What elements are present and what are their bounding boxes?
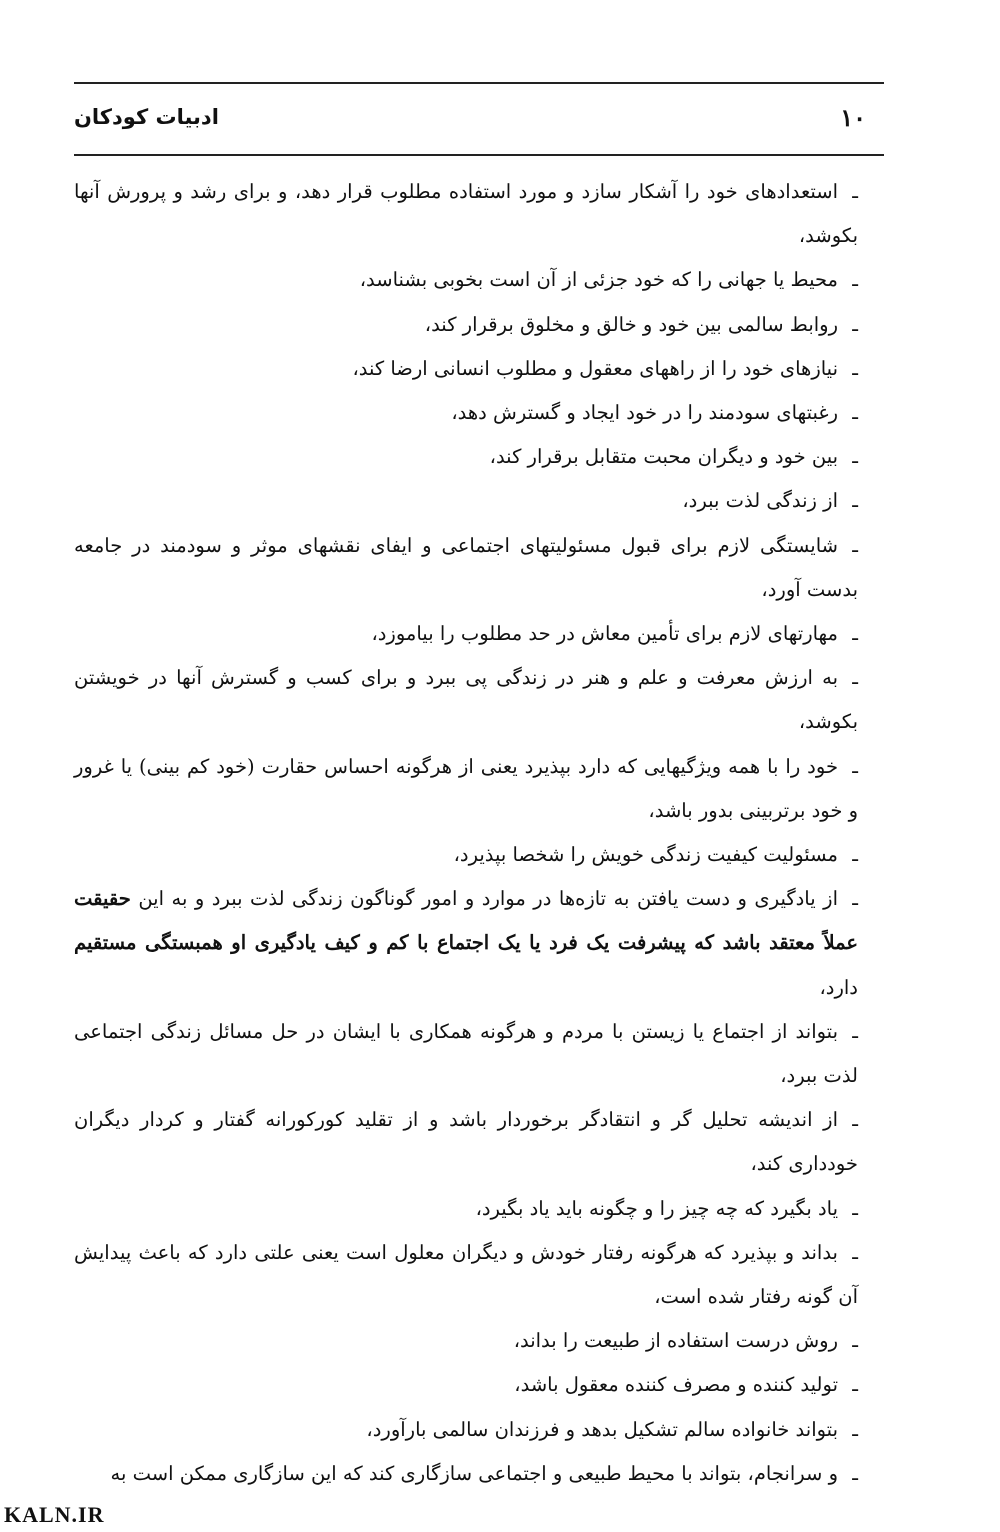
item-text: محیط یا جهانی را که خود جزئی از آن است بخوبی بشناسد، [359,268,838,292]
dash-bullet: ـ [852,843,858,867]
list-item [74,170,884,258]
list-item [74,1098,884,1186]
item-text: استعدادهای خود را آشکار سازد و مورد استفاده مطلوب قرار دهد، و برای رشد و پرورش آنها بکوشد، [74,180,858,248]
item-bold-text: حقیقت عملاً معتقد باشد که پیشرفت یک فرد یا یک اجتماع با کم و کیف یادگیری او همبستگی مستقیم [74,887,858,955]
list-item [74,435,884,479]
dash-bullet: ـ [852,312,858,336]
list-item [74,1408,884,1452]
dash-bullet: ـ [852,622,858,646]
item-text: نیازهای خود را از راههای معقول و مطلوب انسانی ارضا کند، [352,356,838,380]
item-text: رغبتهای سودمند را در خود ایجاد و گسترش دهد، [451,401,838,425]
item-text: و سرانجام، بتواند با محیط طبیعی و اجتماعی سازگاری کند که این سازگاری ممکن است به [110,1461,838,1485]
list-item [74,1363,884,1407]
dash-bullet: ـ [852,666,858,690]
dash-bullet: ـ [852,1373,858,1397]
running-head [74,103,884,139]
dash-bullet: ـ [852,887,858,911]
dash-bullet: ـ [852,268,858,292]
list-item [74,612,884,656]
item-text: مسئولیت کیفیت زندگی خویش را شخصا بپذیرد، [453,843,838,867]
list-item [74,258,884,302]
item-text: از زندگی لذت ببرد، [682,489,838,513]
list-item [74,877,884,1010]
dash-bullet: ـ [852,356,858,380]
item-text: خود را با همه ویژگیهایی که دارد بپذیرد یعنی از هرگونه احساس حقارت (خود کم بینی) یا غرور و خود برتربینی بدور باشد، [74,754,858,822]
list-item [74,479,884,523]
item-text: بین خود و دیگران محبت متقابل برقرار کند، [489,445,838,469]
book-title: ادبیات کودکان [74,105,219,129]
item-text: روش درست استفاده از طبیعت را بداند، [513,1329,838,1353]
item-text: بداند و بپذیرد که هرگونه رفتار خودش و دیگران معلول است یعنی علتی دارد که باعث پیدایش آن گونه رفتار شده است، [74,1240,858,1309]
item-tail-text: دارد، [819,975,858,999]
dash-bullet: ـ [852,401,858,425]
list-item [74,391,884,435]
page-number: ۱۰ [840,103,866,132]
dash-bullet: ـ [852,533,858,557]
item-text: یاد بگیرد که چه چیز را و چگونه باید یاد بگیرد، [475,1196,838,1220]
list-item [74,1010,884,1098]
list-item [74,1319,884,1363]
list-item [74,524,884,612]
list-item [74,347,884,391]
list-item [74,1187,884,1231]
list-item [74,303,884,347]
dash-bullet: ـ [852,180,858,203]
list-item [74,656,884,744]
dash-bullet: ـ [852,1417,858,1441]
dash-bullet: ـ [852,1461,858,1485]
dash-bullet: ـ [852,1019,858,1043]
dash-bullet: ـ [852,489,858,513]
item-text: از یادگیری و دست یافتن به تازه‌ها در موارد و امور گوناگون زندگی لذت ببرد و به این [130,887,838,911]
list-item [74,1231,884,1319]
item-text: روابط سالمی بین خود و خالق و مخلوق برقرار کند، [424,312,838,336]
item-text: بتواند از اجتماع یا زیستن با مردم و هرگونه همکاری با ایشان در حل مسائل زندگی اجتماعی لذت ببرد، [74,1019,858,1088]
list-item [74,833,884,877]
item-text: بتواند خانواده سالم تشکیل بدهد و فرزندان سالمی بارآورد، [366,1417,838,1441]
dash-bullet: ـ [852,1196,858,1220]
page-body [74,170,884,1496]
list-item [74,1452,884,1496]
item-text: مهارتهای لازم برای تأمین معاش در حد مطلوب را بیاموزد، [371,622,838,646]
item-text: به ارزش معرفت و علم و هنر در زندگی پی ببرد و برای کسب و گسترش آنها در خویشتن بکوشد، [74,666,858,734]
item-text: از اندیشه تحلیل گر و انتقادگر برخوردار باشد و از تقلید کورکورانه گفتار و کردار دیگران خودداری کند، [74,1108,858,1176]
dash-bullet: ـ [852,1240,858,1264]
dash-bullet: ـ [852,1108,858,1132]
header-top-rule [74,82,884,84]
header-bottom-rule [74,154,884,156]
dash-bullet: ـ [852,445,858,469]
list-item [74,745,884,833]
item-text: تولید کننده و مصرف کننده معقول باشد، [514,1373,838,1397]
dash-bullet: ـ [852,1329,858,1353]
site-watermark: KALN.IR [4,1502,105,1527]
item-text: شایستگی لازم برای قبول مسئولیتهای اجتماعی و ایفای نقشهای موثر و سودمند در جامعه بدست آورد، [74,533,858,601]
dash-bullet: ـ [852,754,858,778]
